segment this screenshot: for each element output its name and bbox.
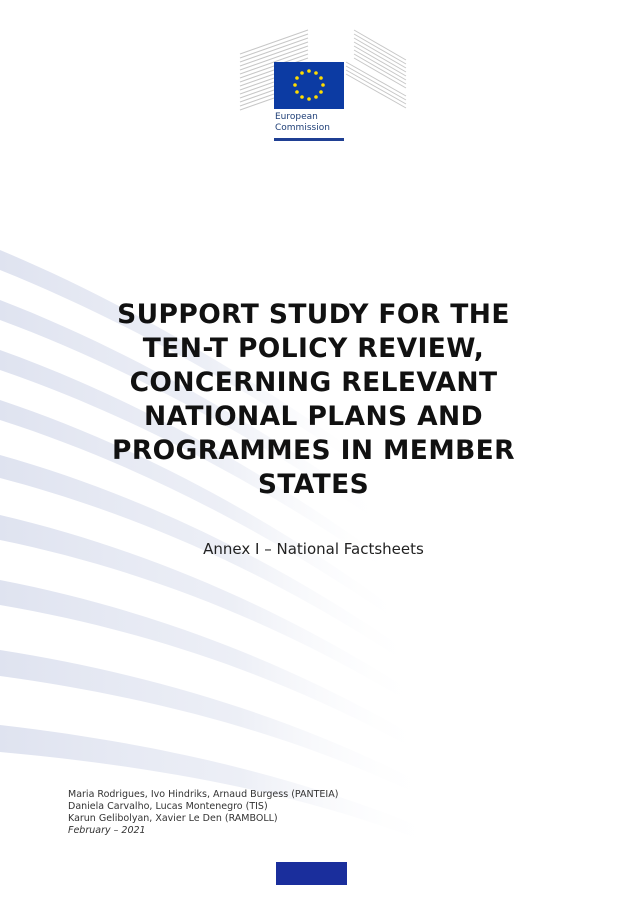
logo-line-commission: Commission — [275, 123, 330, 133]
author-line: Karun Gelibolyan, Xavier Le Den (RAMBOLL) — [68, 813, 278, 824]
title-line: NATIONAL PLANS AND — [143, 401, 484, 432]
document-subtitle: Annex I – National Factsheets — [203, 540, 424, 558]
title-line: CONCERNING RELEVANT — [129, 367, 498, 398]
logo-building-lines-right — [346, 30, 406, 108]
title-line: SUPPORT STUDY FOR THE — [117, 299, 510, 330]
author-line: Maria Rodrigues, Ivo Hindriks, Arnaud Burgess (PANTEIA) — [68, 789, 339, 800]
title-line: STATES — [257, 469, 370, 500]
eu-flag — [274, 62, 344, 109]
document-title — [60, 298, 567, 502]
logo-underline — [274, 138, 344, 141]
publication-date: February – 2021 — [68, 825, 146, 836]
title-line: TEN-T POLICY REVIEW, — [142, 333, 485, 364]
authors-block — [68, 789, 338, 837]
title-line: PROGRAMMES IN MEMBER — [112, 435, 515, 466]
logo-wordmark — [275, 112, 330, 134]
logo-line-european: European — [275, 112, 318, 122]
author-line: Daniela Carvalho, Lucas Montenegro (TIS) — [68, 801, 268, 812]
footer-blue-bar — [276, 862, 347, 885]
